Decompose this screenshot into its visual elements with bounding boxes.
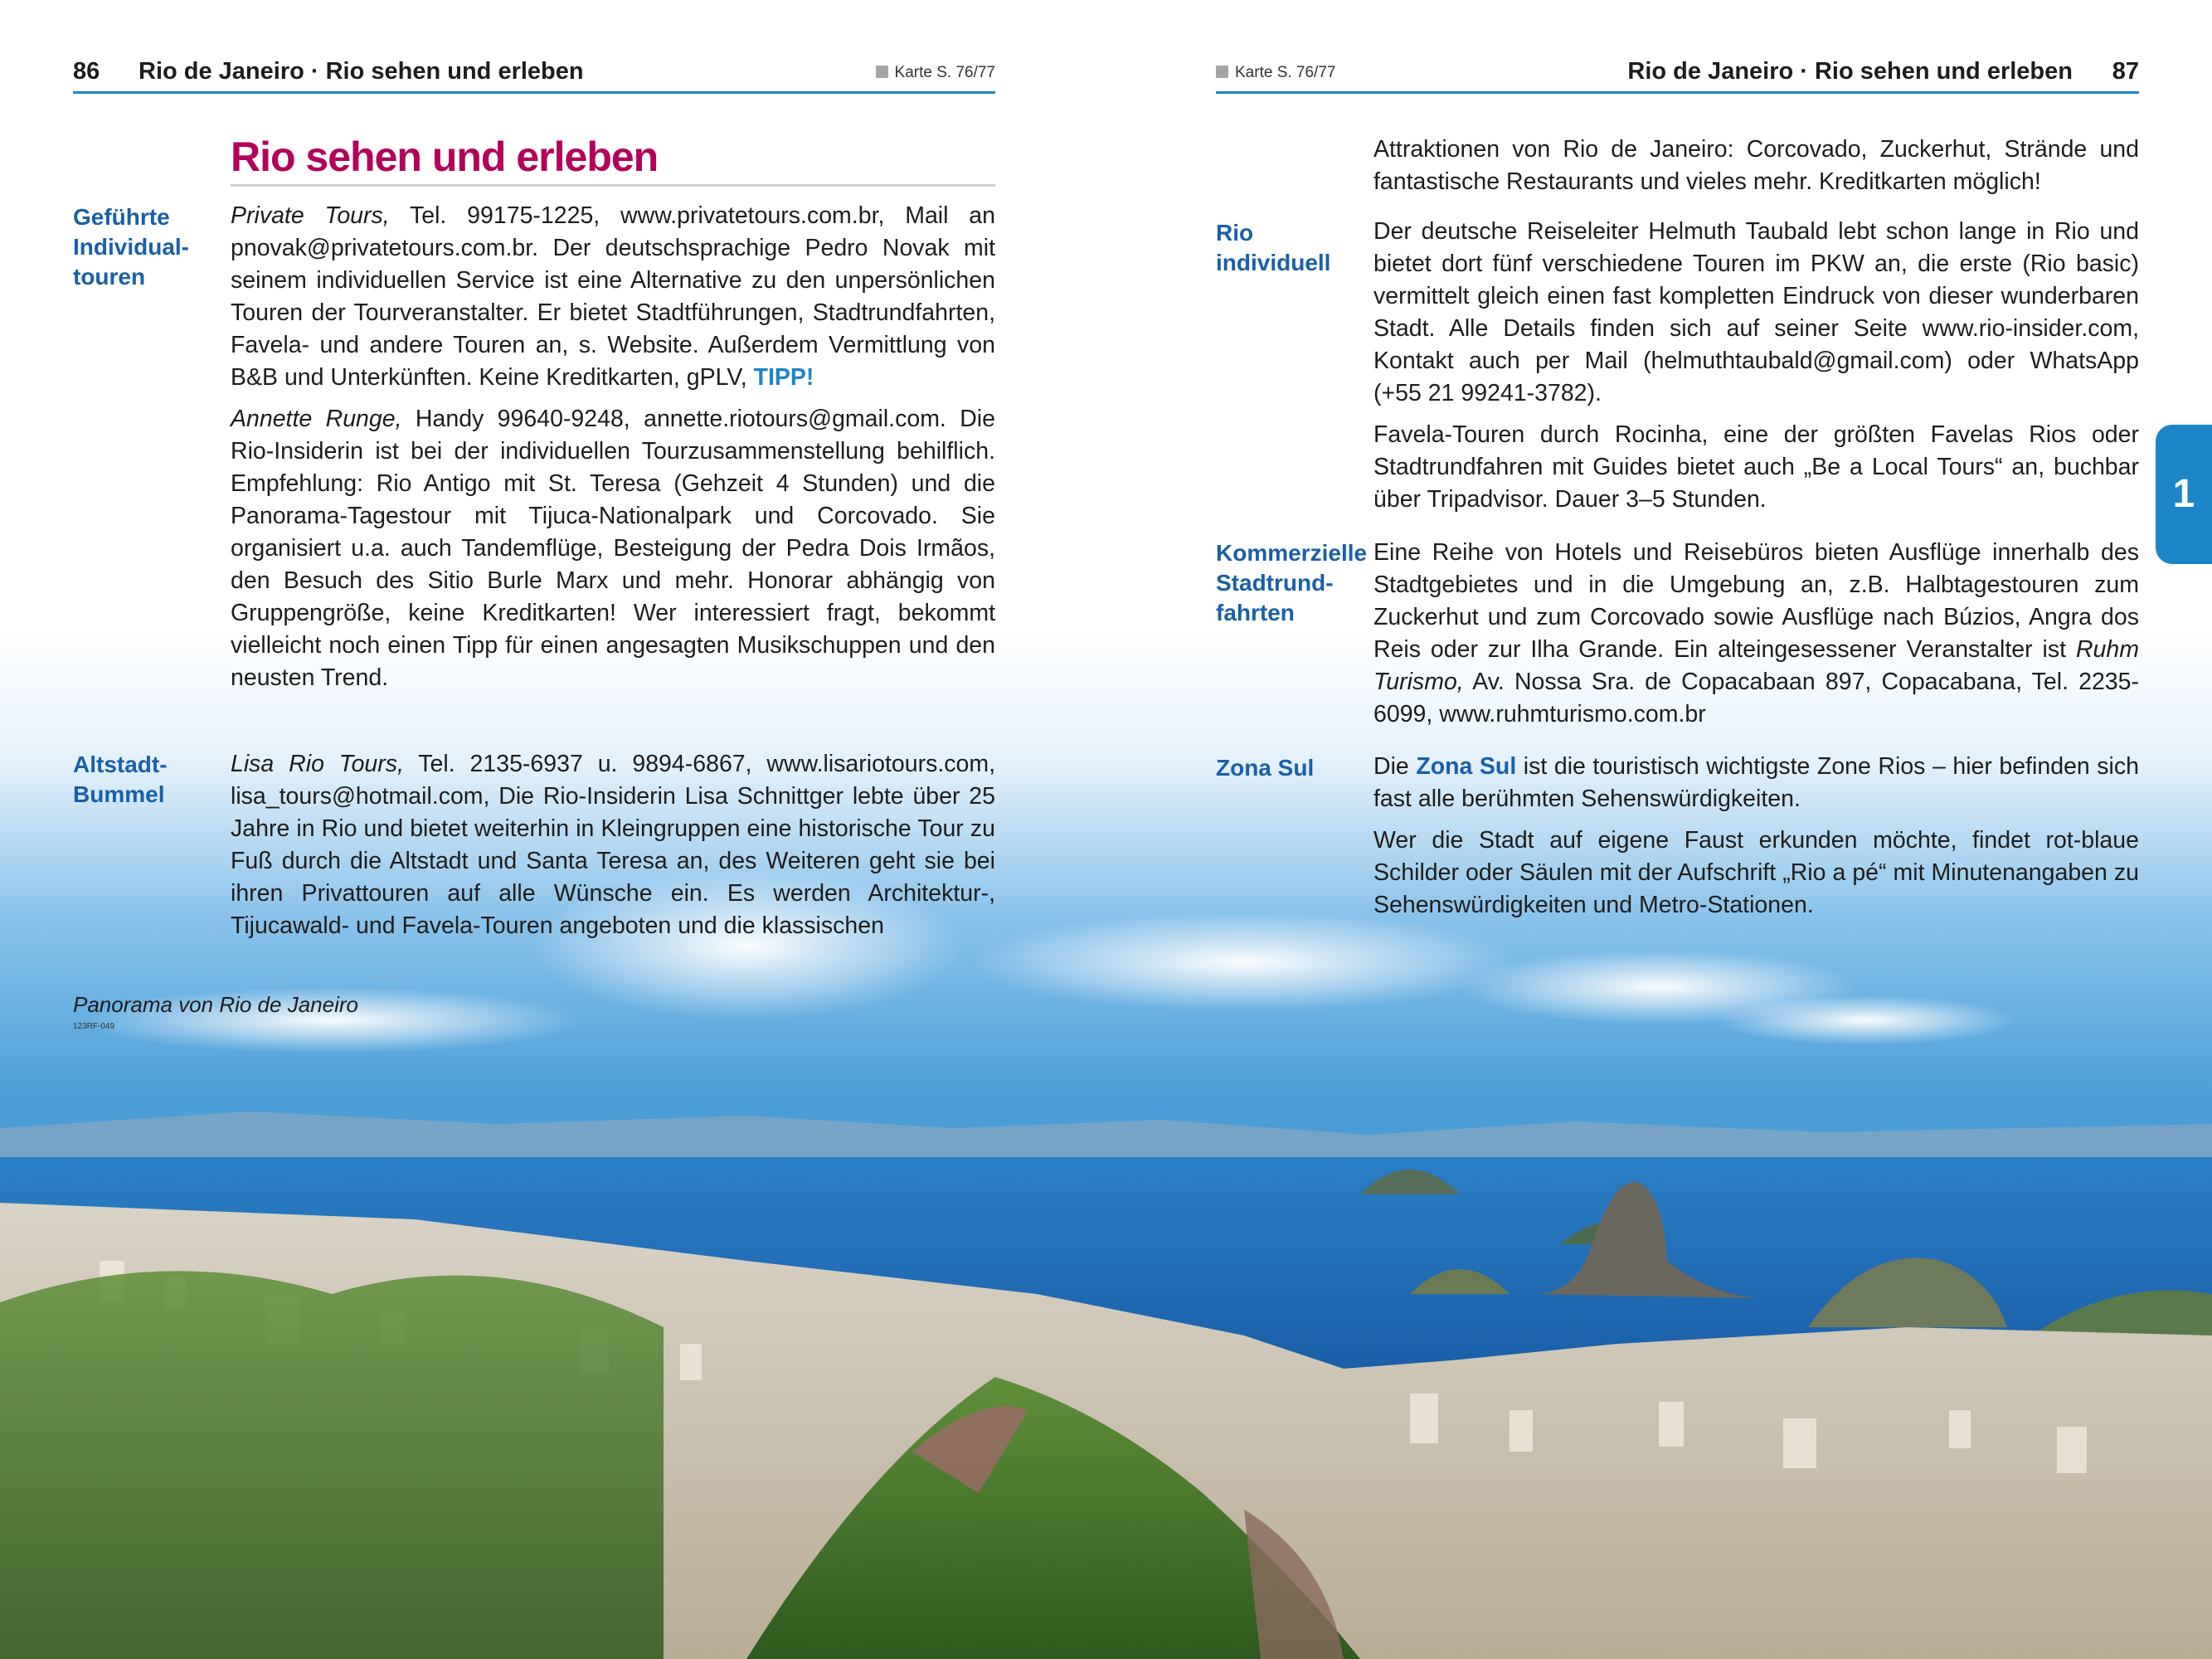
- running-title: Rio de Janeiro · Rio sehen und erleben: [1627, 58, 2073, 85]
- right-page: [1106, 0, 2212, 1659]
- map-reference: [1216, 64, 1335, 82]
- page-header: [1216, 58, 2139, 94]
- paragraph-text: Favela-Touren durch Rocinha, eine der größten Favelas Rios oder Stadtrundfahren mit Guides bietet auch „Be a Local Tours“ an, buchbar über Tripadvisor. Dauer 3–5 Stunden.: [1373, 421, 2139, 513]
- sidehead-rio-individuell: [1216, 218, 1357, 278]
- provider-name: Ruhm Turismo,: [1373, 636, 2139, 695]
- square-icon: [876, 66, 888, 78]
- block-rio-individuell: [1373, 216, 2139, 525]
- intro-continuation: [1373, 134, 2139, 207]
- paragraph-text: Wer die Stadt auf eigene Faust erkunden möchte, findet rot-blaue Schilder oder Säulen mit der Aufschrift „Rio a pé“ mit Minutenangaben zu Sehenswürdigkeiten und Metro-Stationen.: [1373, 827, 2139, 918]
- photo-caption: Panorama von Rio de Janeiro: [73, 992, 358, 1017]
- provider-name: Private Tours,: [231, 202, 390, 229]
- block-zona-sul: [1373, 751, 2139, 931]
- paragraph-text: Av. Nossa Sra. de Copacabaan 897, Copacabana, Tel. 2235-6099, www.ruhmturismo.com.br: [1373, 669, 2139, 727]
- page-header: [73, 58, 995, 94]
- sidehead-line: Stadtrund-: [1216, 570, 1334, 596]
- sidehead-line: Individual-: [73, 234, 189, 260]
- sidehead-gefuehrte-individualtouren: [73, 202, 222, 292]
- paragraph-text: Attraktionen von Rio de Janeiro: Corcovado, Zuckerhut, Strände und fantastische Restaurants und vieles mehr. Kreditkarten möglich!: [1373, 136, 2139, 195]
- highlight-zona-sul: Zona Sul: [1416, 753, 1517, 780]
- sidehead-zona-sul: [1216, 753, 1357, 783]
- page-number: 86: [73, 58, 100, 85]
- map-reference-text: Karte S. 76/77: [1235, 64, 1336, 81]
- paragraph-text: Tel. 2135-6937 u. 9894-6867, www.lisariotours.com, lisa_tours@hotmail.com, Die Rio-Insiderin Lisa Schnittger lebte über 25 Jahre in Rio und bietet weiterhin in Kleingruppen eine historische Tour zu Fuß durch die Altstadt und Santa Teresa an, des Weiteren geht sie bei ihren Privattouren auf alle Wünsche ein. Es werden Architektur-, Tijucawald- und Favela-Touren angeboten und die klassischen: [231, 751, 995, 939]
- sidehead-line: Bummel: [73, 781, 165, 807]
- sidehead-altstadt-bummel: [73, 750, 222, 810]
- paragraph-text: Handy 99640-9248, annette.riotours@gmail.com. Die Rio-Insiderin ist bei der individuellen Tourzusammenstellung behilflich. Empfehlung: Rio Antigo mit St. Teresa (Gehzeit 4 Stunden) und die Panorama-Tagestour mit Tijuca-Nationalpark und Corcovado. Sie organisiert u.a. auch Tandemflüge, Besteigung der Pedra Dois Irmãos, den Besuch des Sitio Burle Marx und mehr. Honorar abhängig von Gruppengröße, keine Kreditkarten! Wer interessiert fragt, bekommt vielleicht noch einen Tipp für einen angesagten Musikschuppen und den neusten Trend.: [231, 406, 995, 691]
- block-altstadt-bummel: [231, 748, 995, 951]
- sidehead-line: fahrten: [1216, 600, 1295, 625]
- sidehead-line: Geführte: [73, 204, 170, 230]
- photo-credit: 123RF-049: [73, 1022, 115, 1031]
- paragraph-text: Die: [1373, 753, 1417, 780]
- chapter-tab[interactable]: 1: [2156, 425, 2212, 564]
- paragraph-text: Tel. 99175-1225, www.privatetours.com.br, Mail an pnovak@privatetours.com.br. Der deutschsprachige Pedro Novak mit seinem individuellen Service ist eine Alternative zu den unpersönlichen Touren der Tourveranstalter. Er bietet Stadtführungen, Stadtrundfahrten, Favela- und andere Touren an, s. Website. Außerdem Vermittlung von B&B und Unterkünften. Keine Kreditkarten, gPLV,: [231, 202, 995, 391]
- provider-name: Annette Runge,: [231, 406, 402, 432]
- square-icon: [1216, 66, 1228, 78]
- sidehead-line: touren: [73, 264, 146, 289]
- paragraph-zona-sul: [1373, 751, 2139, 815]
- sidehead-line: Rio individuell: [1216, 220, 1331, 275]
- paragraph-text: Der deutsche Reiseleiter Helmuth Taubald lebt schon lange in Rio und bietet dort fünf verschiedene Touren im PKW an, die erste (Rio basic) vermittelt gleich einen fast kompletten Eindruck von dieser wunderbaren Stadt. Alle Details finden sich auf seiner Seite www.rio-insider.com, Kontakt auch per Mail (helmuthtaubald@gmail.com) oder WhatsApp (+55 21 99241-3782).: [1373, 218, 2139, 406]
- paragraph-text: Eine Reihe von Hotels und Reisebüros bieten Ausflüge innerhalb des Stadtgebietes und in die Umgebung an, z.B. Halbtagestouren zum Zuckerhut und zum Corcovado sowie Ausflüge nach Búzios, Angra dos Reis oder zur Ilha Grande. Ein alteingesessener Veranstalter ist: [1373, 539, 2139, 663]
- section-title: Rio sehen und erleben: [231, 133, 995, 187]
- paragraph-text: ist die touristisch wichtigste Zone Rios – hier befinden sich fast alle berühmten Sehenswürdigkeiten.: [1373, 753, 2139, 812]
- sidehead-line: Altstadt-: [73, 752, 168, 777]
- paragraph-lisa-rio-tours: [231, 748, 995, 942]
- paragraph-annette-runge: [231, 403, 995, 694]
- block-gefuehrte-touren: [231, 200, 995, 703]
- paragraph-private-tours: [231, 200, 995, 394]
- map-reference-text: Karte S. 76/77: [894, 64, 995, 81]
- sidehead-kommerzielle-stadtrundfahrten: [1216, 538, 1368, 628]
- map-reference: [876, 64, 995, 82]
- sidehead-line: Zona Sul: [1216, 755, 1315, 781]
- block-kommerzielle-stadtrundfahrten: [1373, 537, 2139, 740]
- page-number: 87: [2112, 58, 2139, 85]
- sidehead-line: Kommerzielle: [1216, 540, 1368, 566]
- provider-name: Lisa Rio Tours,: [231, 751, 404, 777]
- paragraph-ruhm-turismo: [1373, 537, 2139, 731]
- running-title: Rio de Janeiro · Rio sehen und erleben: [139, 58, 584, 85]
- tipp-badge: TIPP!: [753, 364, 814, 391]
